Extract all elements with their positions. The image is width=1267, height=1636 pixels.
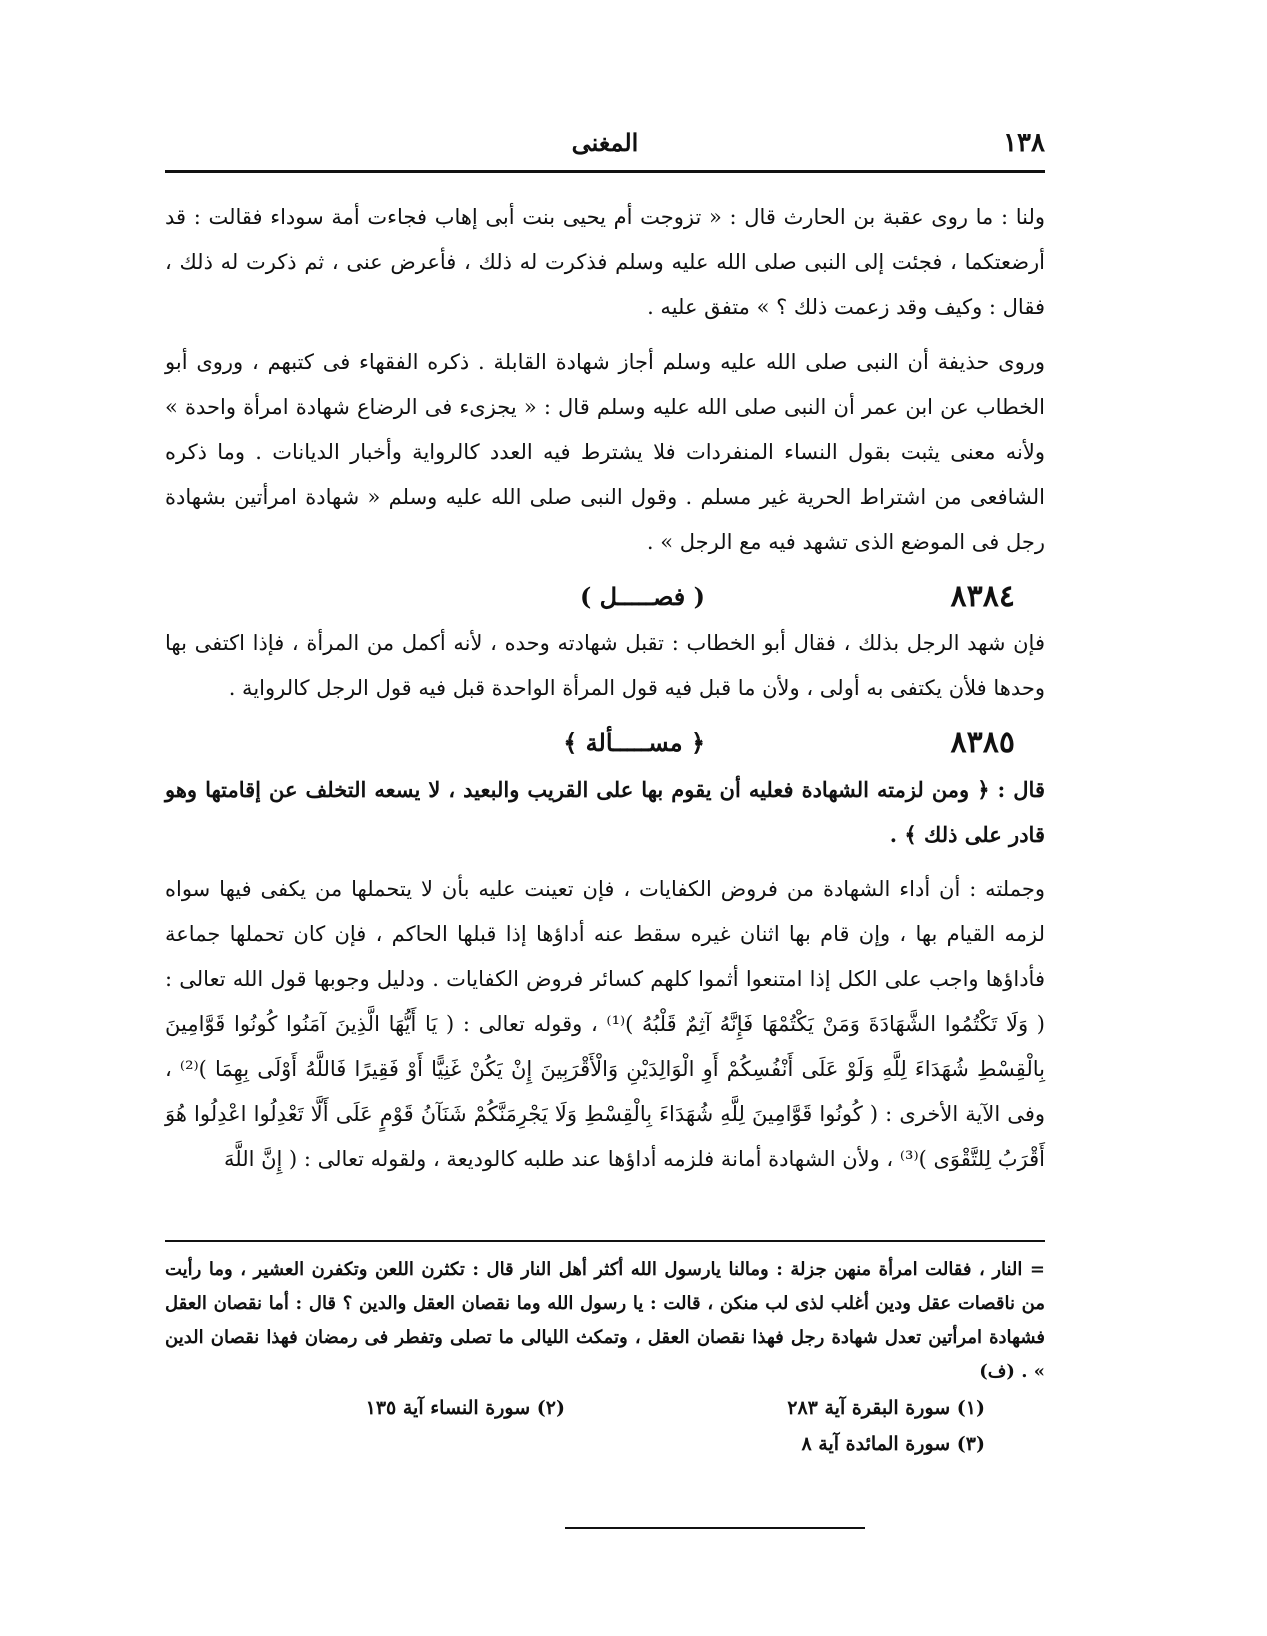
paragraph-section-8384: فإن شهد الرجل بذلك ، فقال أبو الخطاب : تقبل شهادته وحده ، لأنه أكمل من المرأة ، فإذا اكتفى بها وحدها فلأن يكتفى به أولى ، ولأن ما قبل فيه قول المرأة الواحدة قبل فيه قول الرجل كالرواية . [165, 631, 1045, 700]
bottom-rule [565, 1527, 865, 1529]
section-heading-8384 [165, 575, 1045, 619]
page-header [165, 128, 1045, 168]
running-title: المغنى [571, 128, 639, 157]
section-label: ﴿ مســـــألة ﴾ [563, 728, 705, 757]
footnote-2: (٢) سورة النساء آية ١٣٥ [365, 1397, 565, 1419]
footnote-1: (١) سورة البقرة آية ٢٨٣ [787, 1397, 985, 1419]
header-rule [165, 170, 1045, 173]
section-number: ٨٣٨٥ [950, 725, 1015, 760]
footnotes [165, 1253, 1045, 1463]
paragraph-masalah-quote: قال : ﴿ ومن لزمته الشهادة فعليه أن يقوم بها على القريب والبعيد ، لا يسعه التخلف عن إقامتها وهو قادر على ذلك ﴾ . [165, 777, 1045, 847]
paragraph-uqbah-hadith: ولنا : ما روى عقبة بن الحارث قال : « تزوجت أم يحيى بنت أبى إهاب فجاءت أمة سوداء فقالت : قد أرضعتكما ، فجئت إلى النبى صلى الله عليه وسلم فذكرت له ذلك ، فأعرض عنى ، ثم ذكرت له ذلك ، فقال : وكيف وقد زعمت ذلك ؟ » متفق عليه . [165, 205, 1045, 319]
section-heading-8385 [165, 721, 1045, 765]
footnote-references [165, 1391, 1045, 1463]
body-text [165, 195, 1045, 1192]
paragraph-hudhayfah: وروى حذيفة أن النبى صلى الله عليه وسلم أجاز شهادة القابلة . ذكره الفقهاء فى كتبهم ، وروى أبو الخطاب عن ابن عمر أن النبى صلى الله عليه وسلم قال : « يجزىء فى الرضاع شهادة امرأة واحدة » ولأنه معنى يثبت بقول النساء المنفردات فلا يشترط فيه العدد كالرواية وأخبار الديانات . وما ذكره الشافعى من اشتراط الحرية غير مسلم . وقول النبى صلى الله عليه وسلم « شهادة امرأتين بشهادة رجل فى الموضع الذى تشهد فيه مع الرجل » . [165, 350, 1045, 554]
paragraph-section-8385: وجملته : أن أداء الشهادة من فروض الكفايات ، فإن تعينت عليه بأن لا يتحملها من يكفى فيها سواه لزمه القيام بها ، وإن قام بها اثنان غيره سقط عنه أداؤها إذا قبلها الحاكم ، فإن كان تحملها جماعة فأداؤها واجب على الكل إذا امتنعوا أثموا كلهم كسائر فروض الكفايات . ودليل وجوبها قول الله تعالى : ( وَلَا تَكْتُمُوا الشَّهَادَةَ وَمَنْ يَكْتُمْهَا فَإِنَّهُ آثِمٌ قَلْبُهُ )⁽¹⁾ ، وقوله تعالى : ( يَا أَيُّهَا الَّذِينَ آمَنُوا كُونُوا قَوَّامِينَ بِالْقِسْطِ شُهَدَاءَ لِلَّهِ وَلَوْ عَلَى أَنْفُسِكُمْ أَوِ الْوَالِدَيْنِ وَالْأَقْرَبِينَ إِنْ يَكُنْ غَنِيًّا أَوْ فَقِيرًا فَاللَّهُ أَوْلَى بِهِمَا )⁽²⁾ ، وفى الآية الأخرى : ( كُونُوا قَوَّامِينَ لِلَّهِ شُهَدَاءَ بِالْقِسْطِ وَلَا يَجْرِمَنَّكُمْ شَنَآنُ قَوْمٍ عَلَى أَلَّا تَعْدِلُوا اعْدِلُوا هُوَ أَقْرَبُ لِلتَّقْوَى )⁽³⁾ ، ولأن الشهادة أمانة فلزمه أداؤها عند طلبه كالوديعة ، ولقوله تعالى : ( إِنَّ اللَّهَ [165, 877, 1045, 1171]
page-number: ١٣٨ [1003, 128, 1045, 158]
section-label: ( فصـــــل ) [579, 582, 705, 611]
footnote-3: (٣) سورة المائدة آية ٨ [801, 1433, 985, 1455]
footnote-separator [165, 1240, 1045, 1242]
section-number: ٨٣٨٤ [950, 579, 1015, 614]
footnote-continuation: = النار ، فقالت امرأة منهن جزلة : ومالنا يارسول الله أكثر أهل النار قال : تكثرن اللعن وتكفرن العشير ، وما رأيت من ناقصات عقل ودين أغلب لذى لب منكن ، قالت : يا رسول الله وما نقصان العقل والدين ؟ قال : أما نقصان العقل فشهادة امرأتين تعدل شهادة رجل فهذا نقصان العقل ، وتمكث الليالى ما تصلى وتفطر فى رمضان فهذا نقصان الدين » . (ف) [165, 1259, 1045, 1382]
